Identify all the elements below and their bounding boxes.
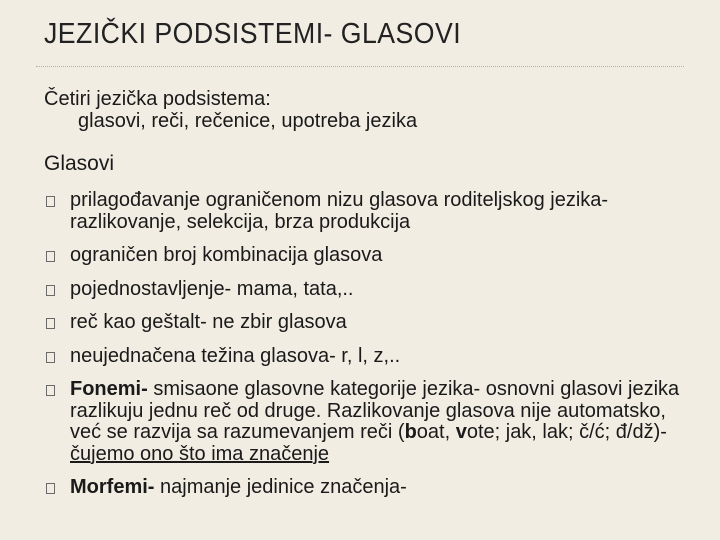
bullet-list [44, 190, 694, 511]
list-item [44, 190, 694, 233]
list-item [44, 477, 694, 499]
bullet-text: prilagođavanje ograničenom nizu glasova roditeljskog jezika- razlikovanje, selekcija, brza produkcija [70, 189, 609, 233]
underlined-phrase: čujemo ono što ima značenje [70, 442, 330, 465]
bullet-text: neujednačena težina glasova- r, l, z,.. [70, 344, 401, 367]
intro-subsystems-line: glasovi, reči, rečenice, upotreba jezika [78, 110, 418, 132]
list-item [44, 245, 694, 267]
title-divider [36, 66, 684, 67]
checkbox-bullet-icon [46, 285, 55, 296]
term-morfemi: Morfemi- [70, 476, 155, 498]
bullet-text: ograničen broj kombinacija glasova [70, 244, 383, 266]
checkbox-bullet-icon [46, 352, 55, 363]
intro-heading: Četiri jezička podsistema: [44, 88, 271, 110]
checkbox-bullet-icon [46, 251, 55, 262]
section-heading: Glasovi [44, 152, 115, 175]
slide-title: JEZIČKI PODSISTEMI- GLASOVI [44, 18, 462, 50]
checkbox-bullet-icon [46, 385, 55, 396]
checkbox-bullet-icon [46, 483, 55, 494]
bold-letter-b: b [404, 421, 417, 443]
bold-letter-v: v [455, 421, 467, 443]
bullet-text: najmanje jedinice značenja- [154, 476, 407, 498]
list-item [44, 346, 694, 368]
list-item [44, 279, 694, 301]
bullet-text: reč kao geštalt- ne zbir glasova [70, 311, 347, 333]
list-item [44, 312, 694, 334]
bullet-text-cont: oat, [416, 421, 456, 443]
checkbox-bullet-icon [46, 318, 55, 329]
checkbox-bullet-icon [46, 196, 55, 207]
bullet-text: smisaone glasovne kategorije jezika- osnovni glasovi jezika razlikuju jednu reč od druge. Razlikovanje glasova nije automatsko, već se razvija sa razumevanjem reči ( [70, 378, 680, 443]
bullet-text: pojednostavljenje- mama, tata,.. [70, 277, 354, 300]
bullet-text-cont: ote; jak, lak; č/ć; đ/dž)- [466, 421, 667, 443]
term-fonemi: Fonemi- [70, 378, 148, 400]
list-item [44, 379, 694, 465]
